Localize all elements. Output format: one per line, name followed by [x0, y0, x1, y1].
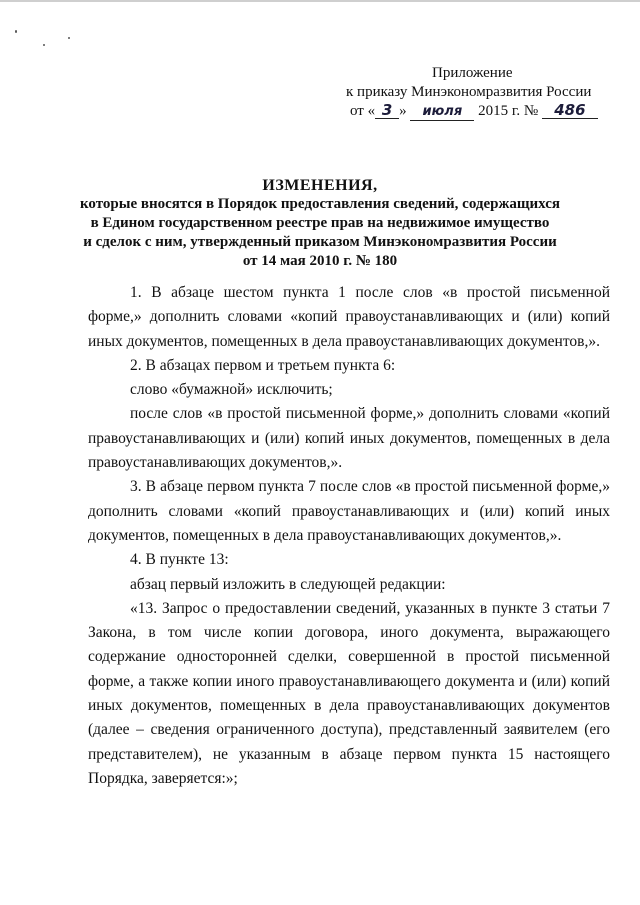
- scan-speck: [43, 44, 45, 46]
- handwritten-day: 3: [375, 102, 399, 119]
- order-date-line: [340, 102, 610, 121]
- scan-speck: [15, 30, 17, 33]
- paragraph-6: 4. В пункте 13:: [130, 551, 229, 569]
- handwritten-order-number: 486: [542, 102, 598, 119]
- appendix-block: [340, 64, 610, 121]
- paragraph-4: после слов «в простой письменной форме,» дополнить словами «копий правоустанавливающих и (или) копий иных документов, помещенных в дела правоустанавливающих документов,».: [88, 405, 610, 472]
- heading-line-1: которые вносятся в Порядок предоставления сведений, содержащихся: [79, 196, 561, 212]
- paragraph-5: 3. В абзаце первом пункта 7 после слов «в простой письменной форме,» дополнить словами «копий правоустанавливающих и (или) копий иных документов, помещенных в дела правоустанавливающих документов,».: [88, 478, 610, 544]
- scan-speck: [68, 37, 70, 39]
- paragraph-8: «13. Запрос о предоставлении сведений, указанных в пункте 3 статьи 7 Закона, в том числе копии договора, иного документа, выражающего содержание односторонней сделки, совершенной в простой письменной форме, а также копии иного правоустанавливающего документа и (или) копий иных документов, помещенных в дела правоустанавливающих документов (далее – сведения ограниченного доступа), представленный заявителем (его представителем), не указанным в абзаце первом пункта 15 настоящего Порядка, заверяется:»;: [88, 599, 610, 787]
- appendix-label: Приложение: [432, 65, 513, 81]
- heading-line-2: в Едином государственном реестре прав на недвижимое имущество: [90, 215, 550, 231]
- date-prefix: от «: [350, 103, 376, 119]
- paragraph-7: абзац первый изложить в следующей редакции:: [130, 575, 446, 593]
- paragraph-2: 2. В абзацах первом и третьем пункта 6:: [130, 356, 396, 374]
- paragraph-1: 1. В абзаце шестом пункта 1 после слов «в простой письменной форме,» дополнить словами «копий правоустанавливающих и (или) копий иных документов, помещенных в дела правоустанавливающих документов,».: [88, 284, 610, 350]
- scan-top-edge: [0, 0, 640, 2]
- heading-line-3: и сделок с ним, утвержденный приказом Минэкономразвития России: [83, 234, 557, 250]
- date-mid: »: [399, 103, 407, 119]
- document-heading: [70, 176, 570, 271]
- paragraph-3: слово «бумажной» исключить;: [130, 381, 333, 399]
- heading-line-4: от 14 мая 2010 г. № 180: [242, 253, 398, 269]
- order-reference: к приказу Минэкономразвития России: [346, 84, 592, 100]
- heading-title: ИЗМЕНЕНИЯ,: [262, 177, 378, 194]
- date-year: 2015 г. №: [478, 103, 539, 119]
- handwritten-month: июля: [410, 104, 474, 121]
- document-body: [88, 281, 610, 791]
